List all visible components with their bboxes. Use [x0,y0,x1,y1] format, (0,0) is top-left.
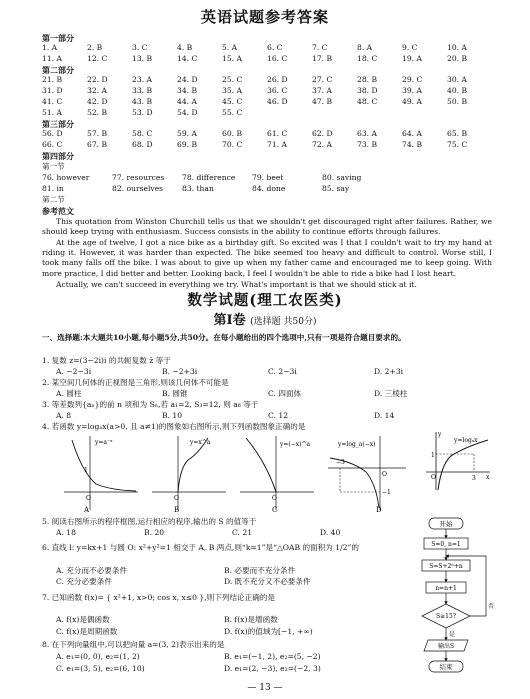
answer-cell: 21. B [42,75,63,84]
option: C. f(x)是周期函数 [56,627,118,636]
answer-cell: 20. B [447,54,468,63]
answer-cell: 44. A [177,97,197,106]
answer-cell: 9. C [402,43,418,52]
axis-label: x [486,474,490,481]
answer-cell: 81. in [42,184,64,193]
answer-cell: 5. A [222,43,238,52]
answer-cell: 62. D [312,129,333,138]
answer-cell: 67. B [87,140,108,149]
answer-cell: 37. A [312,86,332,95]
answer-cell: 19. A [402,54,422,63]
answer-cell: 28. B [357,75,378,84]
flow-end: 结束 [439,663,453,671]
flow-increment: n=n+1 [435,585,457,592]
tick-label: O [431,474,436,481]
q5-options [42,528,402,538]
q7-options-1 [42,615,402,625]
program-flowchart [414,516,504,681]
answer-cell: 23. A [132,75,152,84]
answer-cell: 72. A [312,140,332,149]
answer-cell: 7. C [312,43,328,52]
tick-label: 1 [431,452,435,459]
answer-cell: 34. B [177,86,198,95]
answer-cell: 16. C [267,54,288,63]
flow-start: 开始 [439,520,453,528]
curve-label: y=logₐx [454,437,478,444]
answer-cell: 14. C [177,54,198,63]
func-label: y=a⁻ˣ [95,439,113,446]
option: B. −2+3i [162,367,198,376]
flow-update: S=S+2ⁿ+n [429,563,463,570]
part3-heading: 第三部分 [42,119,74,129]
svg-text:O: O [86,495,91,502]
flow-yes-label: 是 [449,631,456,638]
svg-text:O: O [272,495,277,502]
answer-cell: 18. C [357,54,378,63]
answer-cell: 32. A [87,86,107,95]
answer-cell: 35. A [222,86,242,95]
answer-cell: 3. C [132,43,148,52]
option: A. 8 [56,411,72,420]
question-1: 1. 复数 z=(3−2i)i 的共轭复数 z̄ 等于 [42,356,171,365]
answer-cell: 83. than [182,184,214,193]
q6-options-1 [42,566,402,576]
question-5: 5. 阅读右图所示的程序框图,运行相应的程序,输出的 S 的值等于 [42,517,257,526]
log-reference-graph [424,430,492,492]
answer-cell: 38. D [357,86,378,95]
answer-cell: 74. B [402,140,423,149]
question-8: 8. 在下列向量组中,可以把向量 a=(3, 2)表示出来的是 [42,640,225,649]
answer-cell: 80. saving [322,173,362,182]
flow-init: S=0, n=1 [431,541,461,548]
answer-cell: 47. B [312,97,333,106]
q2-options [42,389,502,399]
svg-text:O: O [174,495,179,502]
option: D. 三棱柱 [374,389,408,398]
svg-text:−3: −3 [336,459,345,466]
option: D. 14 [374,411,395,420]
option: C. 21 [232,528,253,537]
option: A. 充分而不必要条件 [56,566,128,575]
answer-cell: 60. B [222,129,243,138]
section-instruction: 一、选择题:本大题共10小题,每小题5分,共50分。在每小题给出的四个选项中,只有一项是符合题目要求的。 [42,333,406,342]
answer-cell: 77. resources [112,173,165,182]
graph-option-b [152,436,226,514]
func-label: y=log_a(−x) [338,441,376,448]
q8-options-1 [42,652,402,662]
question-4: 4. 若函数 y=logₐx(a>0, 且 a≠1)的图象如右图所示,则下列函数图象正确的是 [42,422,306,431]
flow-output: 输出S [437,643,455,650]
option: B. 必要而不充分条件 [224,566,296,575]
essay-paragraph: Actually, we can't succeed in everything we try. What's important is that we should stick at it. [56,280,417,289]
axis-label: y [438,431,442,438]
func-label: y=x^a [190,439,211,446]
answer-cell: 29. C [402,75,423,84]
answer-cell: 51. A [42,108,62,117]
option: D. e₁=(2, −3), e₂=(−2, 3) [224,664,321,673]
answer-cell: 42. D [87,97,108,106]
option-label: B [174,506,180,514]
part1-heading: 第一部分 [42,33,74,43]
answer-cell: 76. however [42,173,90,182]
answer-cell: 52. B [87,108,108,117]
volume-heading: 第Ⅰ卷 (选择题 共50分) [213,313,317,328]
essay-paragraph: At the age of twelve, I got a nice bike as a birthday gift. So excited was I that I couldn't wait to try my hand at riding it. However, it was harder than expected. The bike seemed too heavy and difficult to control. Worse still, I took many falls off the bike. I was about to give up when my father came and encouraged me to keep going. With more practice, I did better and better. Looking back, I feel I wouldn't be able to ride a bike had I lost heart. [42,238,492,278]
question-6: 6. 直线 l: y=kx+1 与圆 O: x²+y²=1 相交于 A, B 两点,则“k=1”是“△OAB 的面积为 1/2”的 [42,543,359,552]
option: B. e₁=(−1, 2), e₂=(5, −2) [224,652,321,661]
answer-cell: 82. ourselves [112,184,164,193]
answer-cell: 13. B [132,54,153,63]
option: A. f(x)是偶函数 [56,615,110,624]
part2-heading: 第二部分 [42,65,74,75]
english-title: 英语试题参考答案 [200,8,329,26]
answer-cell: 65. B [447,129,468,138]
answer-cell: 58. C [132,129,153,138]
answer-cell: 56. D [42,129,63,138]
answer-cell: 22. D [87,75,108,84]
answer-cell: 26. D [267,75,288,84]
answer-cell: 50. B [447,97,468,106]
option: B. 圆锥 [162,389,188,398]
volume-note: (选择题 共50分) [250,317,317,327]
svg-text:O: O [382,471,387,478]
answer-cell: 27. C [312,75,333,84]
option: C. 充分必要条件 [56,577,112,586]
answer-cell: 75. C [447,140,468,149]
page-number: — 13 — [247,683,283,693]
answer-cell: 84. done [252,184,286,193]
flow-no-label: 否 [488,603,495,610]
graph-option-d [328,436,406,514]
graph-option-c [240,436,314,514]
answer-cell: 70. C [222,140,243,149]
option: D. f(x)的值域为[−1, +∞) [224,627,313,636]
answer-cell: 63. A [357,129,377,138]
section1-label: 第一节 [42,162,65,171]
option: C. e₁=(3, 5), e₂=(6, 10) [56,664,145,673]
answer-cell: 78. difference [182,173,236,182]
answer-cell: 45. C [222,97,243,106]
q4-option-graphs [60,432,410,514]
q7-options-2 [42,627,402,637]
option: A. 圆柱 [56,389,82,398]
option-label: C [272,506,278,514]
math-title: 数学试题(理工农医类) [187,292,343,309]
answer-cell: 46. D [267,97,288,106]
answer-cell: 61. C [267,129,288,138]
answer-cell: 71. A [267,140,287,149]
option: D. 40 [320,528,341,537]
answer-cell: 15. A [222,54,242,63]
answer-cell: 41. C [42,97,63,106]
option: D. 既不充分又不必要条件 [224,577,311,586]
answer-cell: 68. D [132,140,153,149]
svg-text:−1: −1 [382,489,391,496]
answer-cell: 36. C [267,86,288,95]
question-3: 3. 等差数列{aₙ}的前 n 项和为 Sₙ,若 a₁=2, S₃=12, 则 a₆ 等于 [42,400,259,409]
answer-cell: 79. beet [252,173,284,182]
answer-cell: 40. B [447,86,468,95]
answer-cell: 53. D [132,108,153,117]
answer-cell: 43. B [132,97,153,106]
graph-option-a [64,436,138,514]
answer-cell: 17. B [312,54,333,63]
q3-options [42,411,502,421]
answer-cell: 66. C [42,140,63,149]
answer-cell: 85. say [322,184,350,193]
answer-cell: 69. B [177,140,198,149]
answer-cell: 2. B [87,43,103,52]
answer-cell: 12. C [87,54,108,63]
question-7: 7. 已知函数 f(x)= { x²+1, x>0; cos x, x≤0 },则下列结论正确的是 [42,593,276,602]
answer-cell: 59. A [177,129,197,138]
option-label: D [376,506,382,514]
answer-cell: 4. B [177,43,193,52]
option: C. 四面体 [268,389,302,398]
answer-cell: 24. D [177,75,198,84]
answer-cell: 10. A [447,43,467,52]
q6-options-2 [42,577,402,587]
answer-cell: 49. A [402,97,422,106]
answer-cell: 54. D [177,108,198,117]
answer-cell: 11. A [42,54,62,63]
sample-essay-heading: 参考范文 [42,206,74,216]
option: C. 2−3i [268,367,297,376]
answer-cell: 8. A [357,43,373,52]
tick-label: 3 [472,475,476,482]
option: B. 20 [144,528,165,537]
section2-label: 第二节 [42,195,65,204]
answer-cell: 73. B [357,140,378,149]
answer-cell: 1. A [42,43,58,52]
func-label: y=(−x)^a [280,441,311,448]
question-2: 2. 某空间几何体的正视图是三角形,则该几何体不可能是 [42,378,229,387]
option: C. 12 [268,411,289,420]
answer-cell: 6. C [267,43,283,52]
answer-cell: 64. A [402,129,422,138]
option: B. 10 [162,411,183,420]
option: A. −2−3i [56,367,92,376]
answer-cell: 39. A [402,86,422,95]
answer-cell: 31. D [42,86,63,95]
option: A. 18 [56,528,76,537]
flow-condition: S≥15? [436,613,456,620]
answer-cell: 48. C [357,97,378,106]
q1-options [42,367,502,377]
answer-cell: 55. C [222,108,243,117]
q8-options-2 [42,664,402,674]
svg-text:1: 1 [84,467,88,474]
answer-cell: 57. B [87,129,108,138]
option: A. e₁=(0, 0), e₂=(1, 2) [56,652,140,661]
essay-paragraph: This quotation from Winston Churchill tells us that we shouldn't get discouraged right after failures. Rather, we should keep trying with enthusiasm. Success consists in the ability to continue efforts through failures. [42,217,492,237]
answer-cell: 30. A [447,75,467,84]
option: B. f(x)是增函数 [224,615,278,624]
part4-heading: 第四部分 [42,151,74,161]
answer-cell: 33. B [132,86,153,95]
option: D. 2+3i [374,367,404,376]
option-label: A [84,506,90,514]
answer-cell: 25. C [222,75,243,84]
